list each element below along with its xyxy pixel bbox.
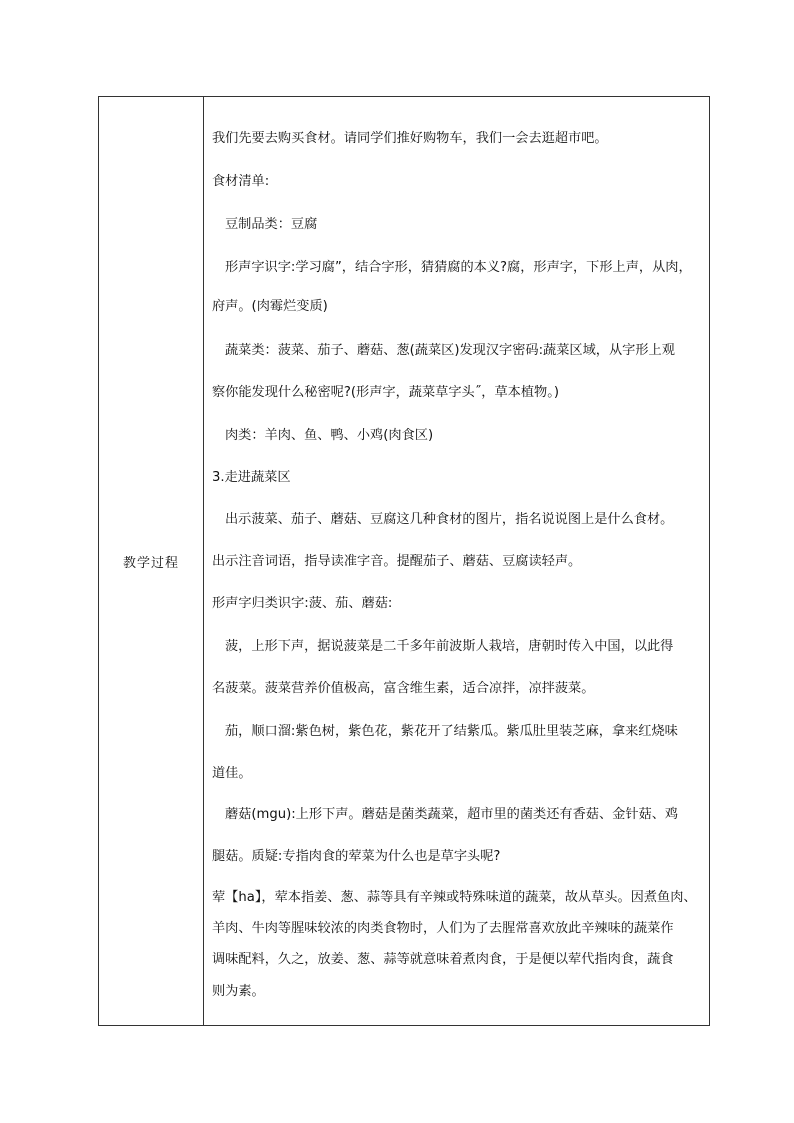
content-cell — [204, 97, 709, 1025]
text-line: 则为素。 — [212, 984, 265, 999]
text-line: 腿菇。质疑:专指肉食的荤菜为什么也是草字头呢? — [212, 849, 501, 864]
text-line: 食材清单: — [212, 174, 270, 189]
section-label-cell — [99, 97, 203, 1025]
text-line: 蘑菇(mgu):上形下声。蘑菇是菌类蔬菜，超市里的菌类还有香菇、金针菇、鸡 — [225, 807, 679, 822]
text-line: 调味配料，久之，放姜、葱、蒜等就意味着煮肉食，于是便以荤代指肉食，蔬食 — [212, 952, 674, 967]
text-line: 羊肉、牛肉等腥味较浓的肉类食物时，人们为了去腥常喜欢放此辛辣味的蔬菜作 — [212, 921, 674, 936]
text-line: 豆制品类：豆腐 — [225, 217, 318, 232]
text-line: 我们先要去购买食材。请同学们推好购物车，我们一会去逛超市吧。 — [212, 131, 608, 146]
text-line: 形声字归类识字:菠、茄、蘑菇: — [212, 596, 393, 611]
text-line: 道佳。 — [212, 766, 252, 781]
lesson-table — [98, 96, 710, 1026]
text-line: 3.走进蔬菜区 — [212, 470, 291, 485]
text-line: 名菠菜。菠菜营养价值极高，富含维生素，适合凉拌，凉拌菠菜。 — [212, 681, 595, 696]
text-line: 出示菠菜、茄子、蘑菇、豆腐这几种食材的图片，指名说说图上是什么食材。 — [225, 512, 674, 527]
text-line: 肉类：羊肉、鱼、鸭、小鸡(肉食区) — [225, 428, 434, 443]
text-line: 府声。(肉霉烂变质) — [212, 299, 328, 314]
text-line: 菠，上形下声，据说菠菜是二千多年前波斯人栽培，唐朝时传入中国，以此得 — [225, 639, 674, 654]
text-line: 出示注音词语，指导读准字音。提醒茄子、蘑菇、豆腐读轻声。 — [212, 554, 582, 569]
text-line: 形声字识字:学习腐”，结合字形，猜猜腐的本义?腐，形声字，下形上声，从肉， — [225, 260, 692, 275]
text-line: 荤【ha】，荤本指姜、葱、蒜等具有辛辣或特殊味道的蔬菜，故从草头。因煮鱼肉、 — [212, 890, 697, 905]
section-label: 教学过程 — [122, 555, 179, 571]
text-line: 察你能发现什么秘密呢?(形声字，蔬菜草字头˝，草本植物。) — [212, 385, 559, 400]
text-line: 茄，顺口溜:紫色树，紫色花，紫花开了结紫瓜。紫瓜肚里装芝麻，拿来红烧味 — [225, 724, 678, 739]
text-line: 蔬菜类：菠菜、茄子、蘑菇、葱(蔬菜区)发现汉字密码:蔬菜区域，从字形上观 — [225, 343, 675, 358]
